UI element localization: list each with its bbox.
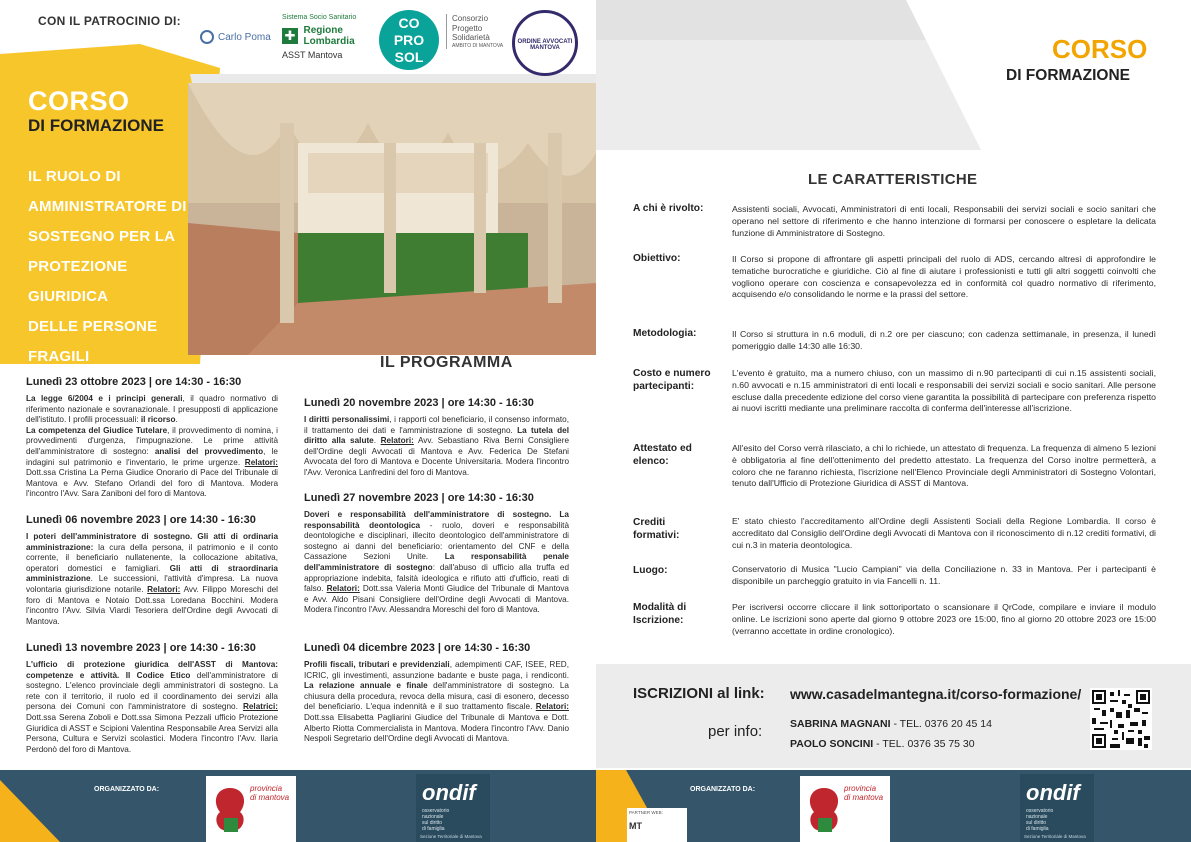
session-date: Lunedì 06 novembre 2023 | ore 14:30 - 16:30 — [26, 514, 256, 526]
consorzio-logo-text — [446, 14, 503, 49]
regione-lombardia-logo — [282, 14, 364, 60]
lombardia-line3: Lombardia — [303, 36, 355, 48]
feature-label: Metodologia: — [633, 328, 697, 339]
partner-web-logo — [627, 808, 687, 842]
program-heading: IL PROGRAMMA — [380, 354, 513, 371]
course-subtitle: DI FORMAZIONE — [28, 116, 164, 135]
ondif-line: osservatorio — [422, 808, 450, 814]
course-title: CORSO — [28, 86, 130, 116]
session-date: Lunedì 13 novembre 2023 | ore 14:30 - 16:30 — [26, 642, 256, 654]
asst-mantova-text: ASST Mantova — [282, 50, 343, 61]
ondif-mark: ondif — [422, 780, 476, 805]
ondif-line: nazionale — [422, 814, 444, 820]
patronage-label: CON IL PATROCINIO DI: — [38, 14, 181, 28]
feature-text: E' stato chiesto l'accreditamento all'Ordine degli Assistenti Sociali della Regione Lombardia. Il corso è accreditato dal Consiglio dell'Ordine degli Avvocati di Mantova con il riconoscimento di n.12 crediti formativi, di cui n.3 in materia deontologica. — [732, 516, 1156, 550]
session-body: L'ufficio di protezione giuridica dell'ASST di Mantova: competenze e attività. Il Codice Etico dell'amministratore di sostegno. L'elenco provinciale degli amministratori di sostegno. La rete con il territorio, il ruolo ed il coordinamento dei servizi alla persona dei Comuni con l'amministratore di sostegno. Relatrici: Dott.ssa Serena Zoboli e Dott.ssa Simona Pezzali ufficio Protezione Giuridica di ASST e Scipioni Valentina Responsabile Area Servizi alla Persona, Cultura e Servizi scolastici. Modera l'incontro l'Avv. Ilaria Perdonò del foro di Mantova. — [26, 660, 279, 754]
subject-line: IL RUOLO DI — [28, 168, 121, 185]
feature-text: Il Corso si struttura in n.6 moduli, di n.2 ore per ciascuno; con cadenza settimanale, in presenza, il lunedì pomeriggio dalle 14:30 alle 16:30. — [732, 329, 1156, 351]
subject-line: FRAGILI — [28, 348, 90, 365]
contact-name: SABRINA MAGNANI — [790, 718, 891, 730]
subject-line: AMMINISTRATORE DI — [28, 198, 187, 215]
consorzio-line3: Solidarietà — [452, 33, 490, 43]
feature-label: A chi è rivolto: — [633, 203, 704, 214]
contact-2 — [790, 738, 975, 750]
provincia-mark-icon — [208, 784, 252, 838]
session-4 — [304, 397, 569, 479]
carlo-poma-icon — [200, 30, 214, 44]
ondif-line: osservatorio — [1026, 808, 1054, 814]
ondif-text — [1026, 808, 1094, 832]
subject-line: SOSTEGNO PER LA — [28, 228, 176, 245]
course-subject — [28, 162, 203, 372]
provincia-line1: provincia — [250, 784, 283, 793]
feature-text: All'esito del Corso verrà rilasciato, a chi lo richiede, un attestato di frequenza. La frequenza di almeno 5 lezioni è obbligatoria al fine dell'ottenimento del predetto attestato. La frequenza del Corso inoltre permetterà, a coloro che ne faranno richiesta, l'iscrizione nell'Elenco Provinciale degli Amministratori di Sostegno Volontari, tenuto dall'Ufficio di Protezione Giuridica di ASST di Mantova. — [732, 443, 1156, 489]
session-body: I poteri dell'amministratore di sostegno. Gli atti di ordinaria amministrazione: la cura della persona, il patrimonio e il conto corrente, il beneficiario nullatenente, la collocazione abitativa, operatori domestici e famigliari. Gli atti di straordinaria amministrazione. Le successioni, l'attività d'impresa. La nuova volontaria giurisdizione notarile. Relatori: Avv. Filippo Moreschi del foro di Mantova e Notaio Dott.ssa Loredana Bocchini. Modera l'incontro l'Avv. Silvia Viardi Tesoriera dell'Ordine degli Avvocati di Mantova. — [26, 532, 278, 626]
session-body: I diritti personalissimi, i rapporti col beneficiario, il consenso informato, il trattamento dei dati e l'amministrazione di sostegno. La tutela del diritto alla salute. Relatori: Avv. Sebastiano Riva Berni Consigliere dell'Ordine degli Avvocati di Mantova e Avv. Federica De Stefani Avvocata del foro di Mantova e Docente Universitaria. Modera l'incontro l'Avv. Veronica Lanfredini del foro di Mantova. — [304, 415, 570, 477]
ondif-mark: ondif — [1026, 780, 1080, 805]
carlo-poma-logo — [200, 30, 271, 44]
coprosol-1: CO — [398, 15, 420, 31]
session-body: La legge 6/2004 e i principi generali, il quadro normativo di riferimento nazionale e sovranazionale. I presupposti di applicazione dell'istituto. I profili processuali: il ricorso. La competenza del Giudice Tutelare, il provvedimento di nomina, i provvedimenti d'urgenza, l'impugnazione. Le prime attività dell'amministratore di sostegno: analisi del provvedimento, le indagini sul patrimonio e l'inventario, le prime urgenze. Relatori: Dott.ssa Cristina La Perna Giudice Onorario di Pace del Tribunale di Mantova e Avv. Stefano Orlandi del foro di Mantova. Modera l'incontro l'Avv. Sara Zaniboni del foro di Mantova. — [26, 394, 278, 499]
contact-phone[interactable]: - TEL. 0376 35 75 30 — [873, 738, 975, 750]
ondif-text — [422, 808, 490, 832]
info-label: per info: — [708, 723, 763, 740]
provincia-line1: provincia — [844, 784, 877, 793]
coprosol-logo — [379, 10, 439, 70]
feature-label: Attestato ed elenco: — [633, 443, 692, 467]
cloister-photo — [188, 83, 596, 355]
session-date: Lunedì 04 dicembre 2023 | ore 14:30 - 16:30 — [304, 642, 531, 654]
partner-name: MT — [629, 821, 642, 831]
session-date: Lunedì 23 ottobre 2023 | ore 14:30 - 16:30 — [26, 376, 242, 388]
consorzio-line4: AMBITO DI MANTOVA — [452, 42, 504, 49]
feature-text: Conservatorio di Musica "Lucio Campiani" via della Conciliazione n. 33 in Mantova. Per i partecipanti è disponibile un parcheggio gratuito in via Fancelli n. 11. — [732, 564, 1156, 586]
ordine-avvocati-seal — [512, 10, 578, 76]
session-3 — [26, 642, 278, 755]
subject-line: PROTEZIONE — [28, 258, 128, 275]
lombardia-cross-icon: ✚ — [282, 28, 298, 44]
feature-label: Costo e numero partecipanti: — [633, 368, 711, 392]
provincia-line2: di mantova — [250, 793, 290, 802]
organized-by-label: ORGANIZZATO DA: — [690, 786, 756, 793]
partner-label: PARTNER WEB: — [629, 810, 663, 815]
left-footer — [0, 770, 596, 842]
ondif-section: Sezione Territoriale di Mantova — [420, 834, 482, 839]
session-6 — [304, 642, 569, 745]
session-2 — [26, 514, 278, 627]
ondif-line: sul diritto — [422, 820, 443, 826]
consorzio-line1: Consorzio — [452, 14, 489, 23]
subject-line: DELLE PERSONE — [28, 318, 158, 335]
consorzio-line2: Progetto — [452, 23, 483, 33]
coprosol-3: SOL — [394, 49, 424, 65]
session-1 — [26, 376, 278, 500]
feature-text: Assistenti sociali, Avvocati, Amministratori di enti locali, Responsabili dei servizi sociali e socio sanitari che operano nel settore di riferimento e che hanno intenzione di formarsi per conoscere o espletare la delicata funzione di Amministratore di Sostegno. — [732, 204, 1156, 238]
ondif-logo — [1020, 774, 1094, 842]
provincia-label — [250, 784, 289, 802]
ondif-logo — [416, 774, 490, 842]
session-date: Lunedì 27 novembre 2023 | ore 14:30 - 16:30 — [304, 492, 534, 504]
feature-text: L'evento è gratuito, ma a numero chiuso, con un massimo di n.90 partecipanti di cui n.15 assistenti sociali, n.60 avvocati e n.15 amministratori di enti locali e responsabili dei servizi sociali e socio sanitari. Alle persone escluse dalla precedente edizione del corso viene garantita la possibilità di partecipare con preferenza rispetto ai nuovi iscritti mediante una preliminare raccolta di conferma dell'interesse all'iscrizione. — [732, 368, 1157, 414]
feature-label: Luogo: — [633, 565, 668, 576]
feature-label: Modalità di Iscrizione: — [633, 602, 687, 626]
footer-yellow-corner — [0, 770, 120, 842]
ondif-line: di famiglia — [1026, 826, 1049, 832]
features-heading: LE CARATTERISTICHE — [808, 171, 978, 188]
organized-by-label: ORGANIZZATO DA: — [94, 786, 160, 793]
registration-link[interactable]: www.casadelmantegna.it/corso-formazione/ — [790, 686, 1082, 702]
contact-1 — [790, 718, 992, 730]
contact-phone[interactable]: - TEL. 0376 20 45 14 — [890, 718, 992, 730]
feature-label: Crediti formativi: — [633, 517, 680, 541]
session-5 — [304, 492, 569, 616]
avvocati-text: ORDINE AVVOCATI MANTOVA — [517, 39, 573, 51]
lombardia-line1: Sistema Socio Sanitario — [282, 14, 357, 21]
session-date: Lunedì 20 novembre 2023 | ore 14:30 - 16:30 — [304, 397, 534, 409]
ondif-line: nazionale — [1026, 814, 1048, 820]
carlo-poma-text: Carlo Poma — [218, 31, 271, 43]
provincia-label — [844, 784, 883, 802]
lombardia-line2: Regione — [303, 25, 343, 37]
ondif-line: sul diritto — [1026, 820, 1047, 826]
ondif-line: di famiglia — [422, 826, 445, 832]
session-body: Doveri e responsabilità dell'amministratore di sostegno. La responsabilità deontologica - ruolo, doveri e responsabilità deontologiche e disciplinari, illecito deontologico dell'amministratore di sostegno ai danni del beneficiario: orientamento del CNF e della Cassazione Sezioni Unite. La responsabilità penale dell'amministratore di sostegno: dall'abuso di ufficio alla truffa ed appropriazione indebita, falsità ideologica e rifiuto atti d'ufficio, reati di falso. Relatori: Dott.ssa Valeria Monti Giudice del Tribunale di Mantova e Avv. Aldo Pisani Consigliere dell'Ordine degli Avvocati di Mantova. Modera l'incontro l'Avv. Alessandra Moreschi del foro di Mantova. — [304, 510, 569, 615]
session-body: Profili fiscali, tributari e previdenziali, adempimenti CAF, ISEE, RED, ICRIC, gli investimenti, assunzione badante e buste paga, i rendiconti. La relazione annuale e finale dell'amministratore di sostegno. La chiusura della procedura, revoca della misura, casi di esonero, decesso del beneficiario. L'equa indennità e il suo trattamento fiscale. Relatori: Dott.ssa Elisabetta Pagliarini Giudice del Tribunale di Mantova e Dott. Alberto Riotta Commercialista in Mantova. Modera l'incontro l'Avv. Danio Nespoli Segretario dell'Ordine degli Avvocati di Mantova. — [304, 660, 569, 744]
subject-line: GIURIDICA — [28, 288, 109, 305]
feature-text: Il Corso si propone di affrontare gli aspetti principali del ruolo di ADS, cercando altresì di approfondire le tematiche burocratiche e giuridiche. Ciò al fine di aiutare i professionisti e tutti gli altri soggetti coinvolti che vogliono operare con coscienza e consapevolezza ed in conformità col quadro normativo di riferimento, acquisendo e/o consolidando le norme e la prassi del settore. — [732, 254, 1156, 300]
contact-name: PAOLO SONCINI — [790, 738, 874, 750]
provincia-mark-icon — [802, 784, 846, 838]
provincia-line2: di mantova — [844, 793, 884, 802]
feature-text: Per iscriversi occorre cliccare il link sottoriportato o scansionare il QrCode, compilare e inviare il modulo online. Le iscrizioni sono aperte dal giorno 9 ottobre 2023 ore 15:00, fino al giorno 20 ottobre 2023 ore 15:00 (verranno accettate in ordine cronologico). — [732, 602, 1156, 636]
ondif-section: Sezione Territoriale di Mantova — [1024, 834, 1086, 839]
feature-label: Obiettivo: — [633, 253, 681, 264]
registration-label: ISCRIZIONI al link: — [633, 685, 765, 702]
coprosol-2: PRO — [393, 32, 425, 48]
qr-code-icon[interactable] — [1090, 688, 1152, 750]
right-course-title: CORSO — [1052, 34, 1148, 64]
right-course-subtitle: DI FORMAZIONE — [1006, 67, 1130, 84]
provincia-mantova-logo — [206, 776, 296, 842]
provincia-mantova-logo — [800, 776, 890, 842]
